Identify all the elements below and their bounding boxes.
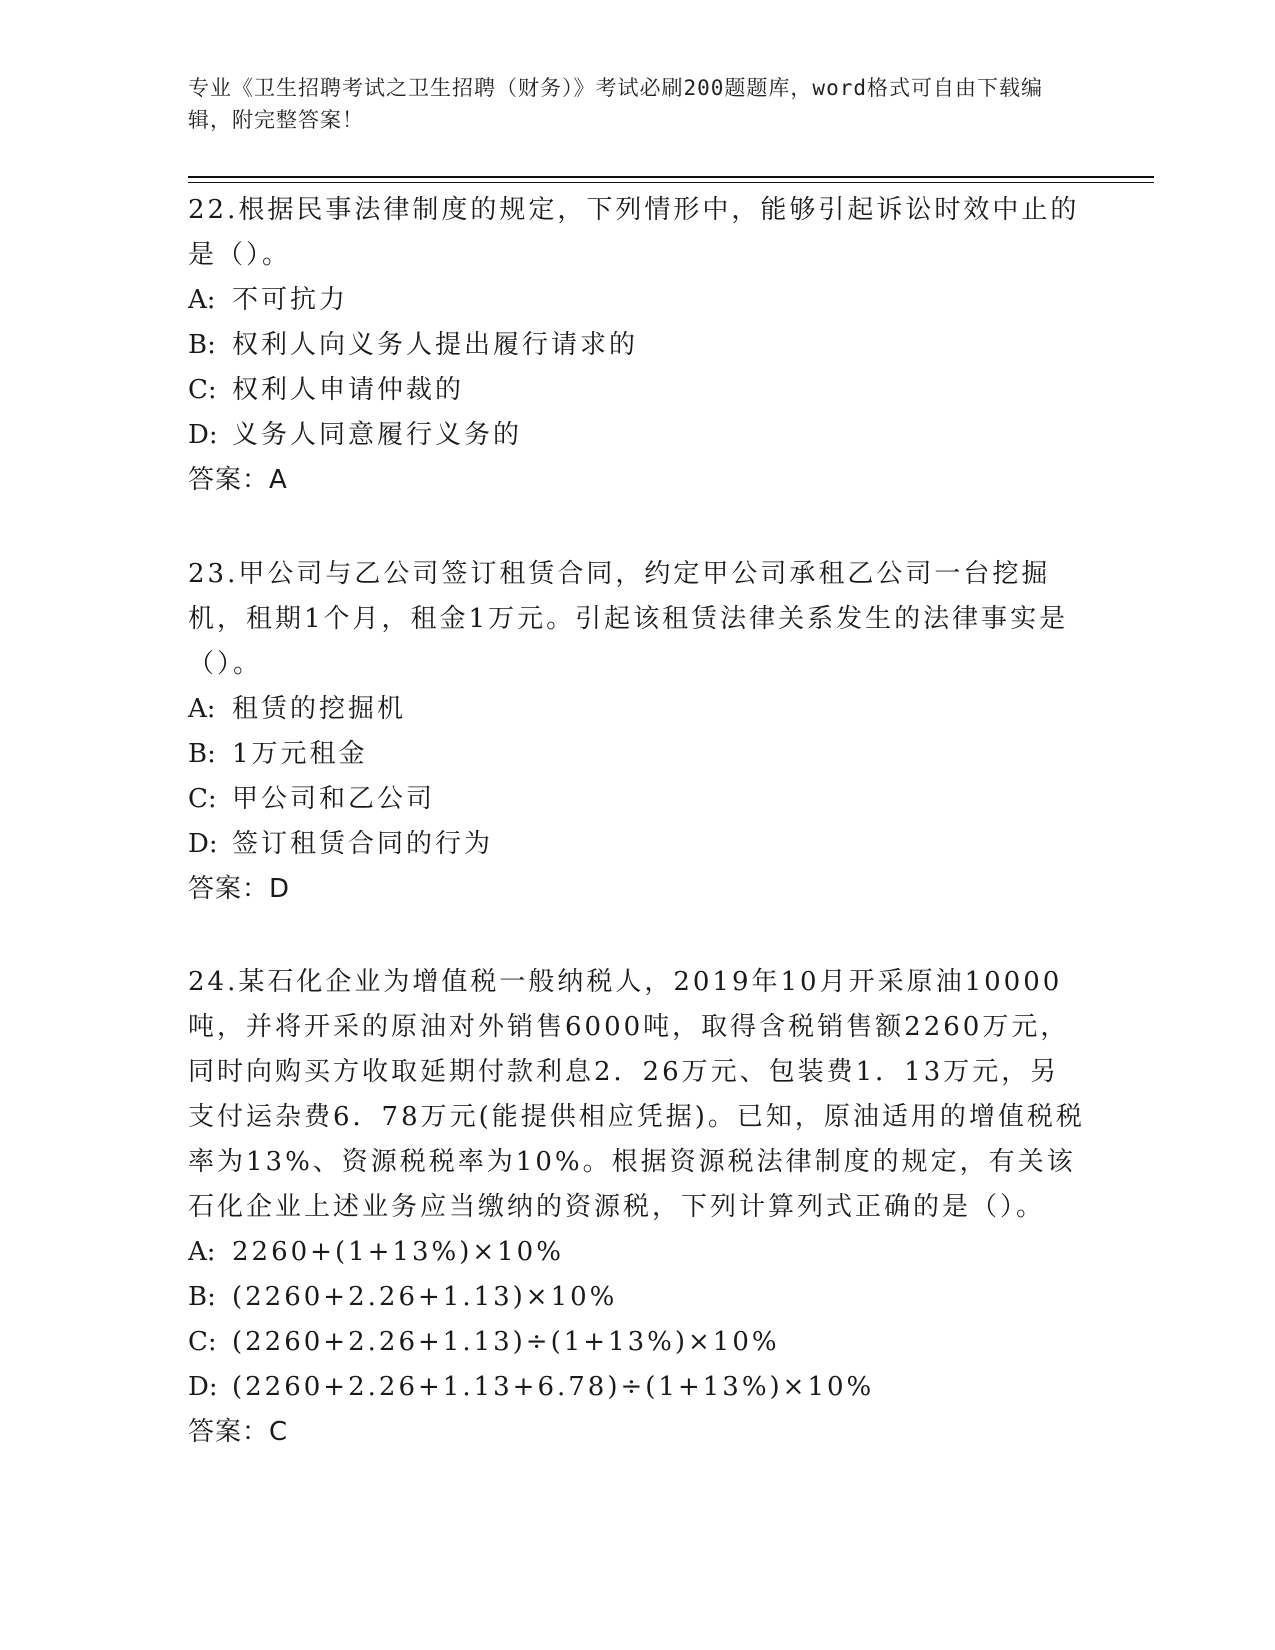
option-text: 甲公司和乙公司 [232,784,436,814]
option-text: 1万元租金 [232,739,368,769]
question-24 [188,960,1088,1455]
option-b [188,732,1088,777]
option-text: (2260+2.26+1.13)×10% [232,1282,618,1312]
option-d [188,413,1088,458]
option-text: 权利人申请仲裁的 [232,375,465,405]
option-d [188,822,1088,867]
option-key: C: [188,1327,217,1357]
option-key: D: [188,1372,218,1402]
answer-line: 答案：D [188,874,291,904]
option-text: 租赁的挖掘机 [232,694,407,724]
option-key: D: [188,829,218,859]
option-c [188,368,1088,413]
option-a [188,1230,1088,1275]
option-key: A: [188,285,216,315]
option-key: B: [188,1282,216,1312]
header-divider-thin [188,182,1154,183]
option-text: 不可抗力 [232,285,349,315]
option-b [188,1275,1088,1320]
question-stem: 24.某石化企业为增值税一般纳税人，2019年10月开采原油10000吨，并将开采的原油对外销售6000吨，取得含税销售额2260万元，同时向购买方收取延期付款利息2．26万元、包装费1．13万元，另支付运杂费6．78万元(能提供相应凭据)。已知，原油适用的增值税税率为13%、资源税税率为10%。根据资源税法律制度的规定，有关该石化企业上述业务应当缴纳的资源税，下列计算列式正确的是（）。 [188,967,1085,1222]
option-key: C: [188,375,217,405]
question-stem: 22.根据民事法律制度的规定，下列情形中，能够引起诉讼时效中止的是（）。 [188,195,1080,270]
option-key: B: [188,330,216,360]
answer-line: 答案：C [188,1417,289,1447]
option-text: 2260+(1+13%)×10% [232,1237,564,1267]
answer-line: 答案：A [188,465,288,495]
option-key: C: [188,784,217,814]
option-text: 签订租赁合同的行为 [232,829,494,859]
option-key: B: [188,739,216,769]
option-key: A: [188,694,216,724]
option-key: A: [188,1237,216,1267]
option-d [188,1365,1088,1410]
option-c [188,1320,1088,1365]
option-a [188,687,1088,732]
question-23 [188,552,1088,912]
option-key: D: [188,420,218,450]
option-text: 权利人向义务人提出履行请求的 [232,330,639,360]
question-stem: 23.甲公司与乙公司签订租赁合同，约定甲公司承租乙公司一台挖掘机，租期1个月，租金1万元。引起该租赁法律关系发生的法律事实是（）。 [188,559,1069,679]
option-c [188,777,1088,822]
option-text: (2260+2.26+1.13+6.78)÷(1+13%)×10% [232,1372,875,1402]
option-text: (2260+2.26+1.13)÷(1+13%)×10% [232,1327,780,1357]
option-a [188,278,1088,323]
option-b [188,323,1088,368]
option-text: 义务人同意履行义务的 [232,420,523,450]
document-header: 专业《卫生招聘考试之卫生招聘（财务）》考试必刷200题题库，word格式可自由下载编辑，附完整答案！ [188,76,1043,132]
header-divider-thick [188,176,1154,178]
question-22 [188,188,1088,503]
